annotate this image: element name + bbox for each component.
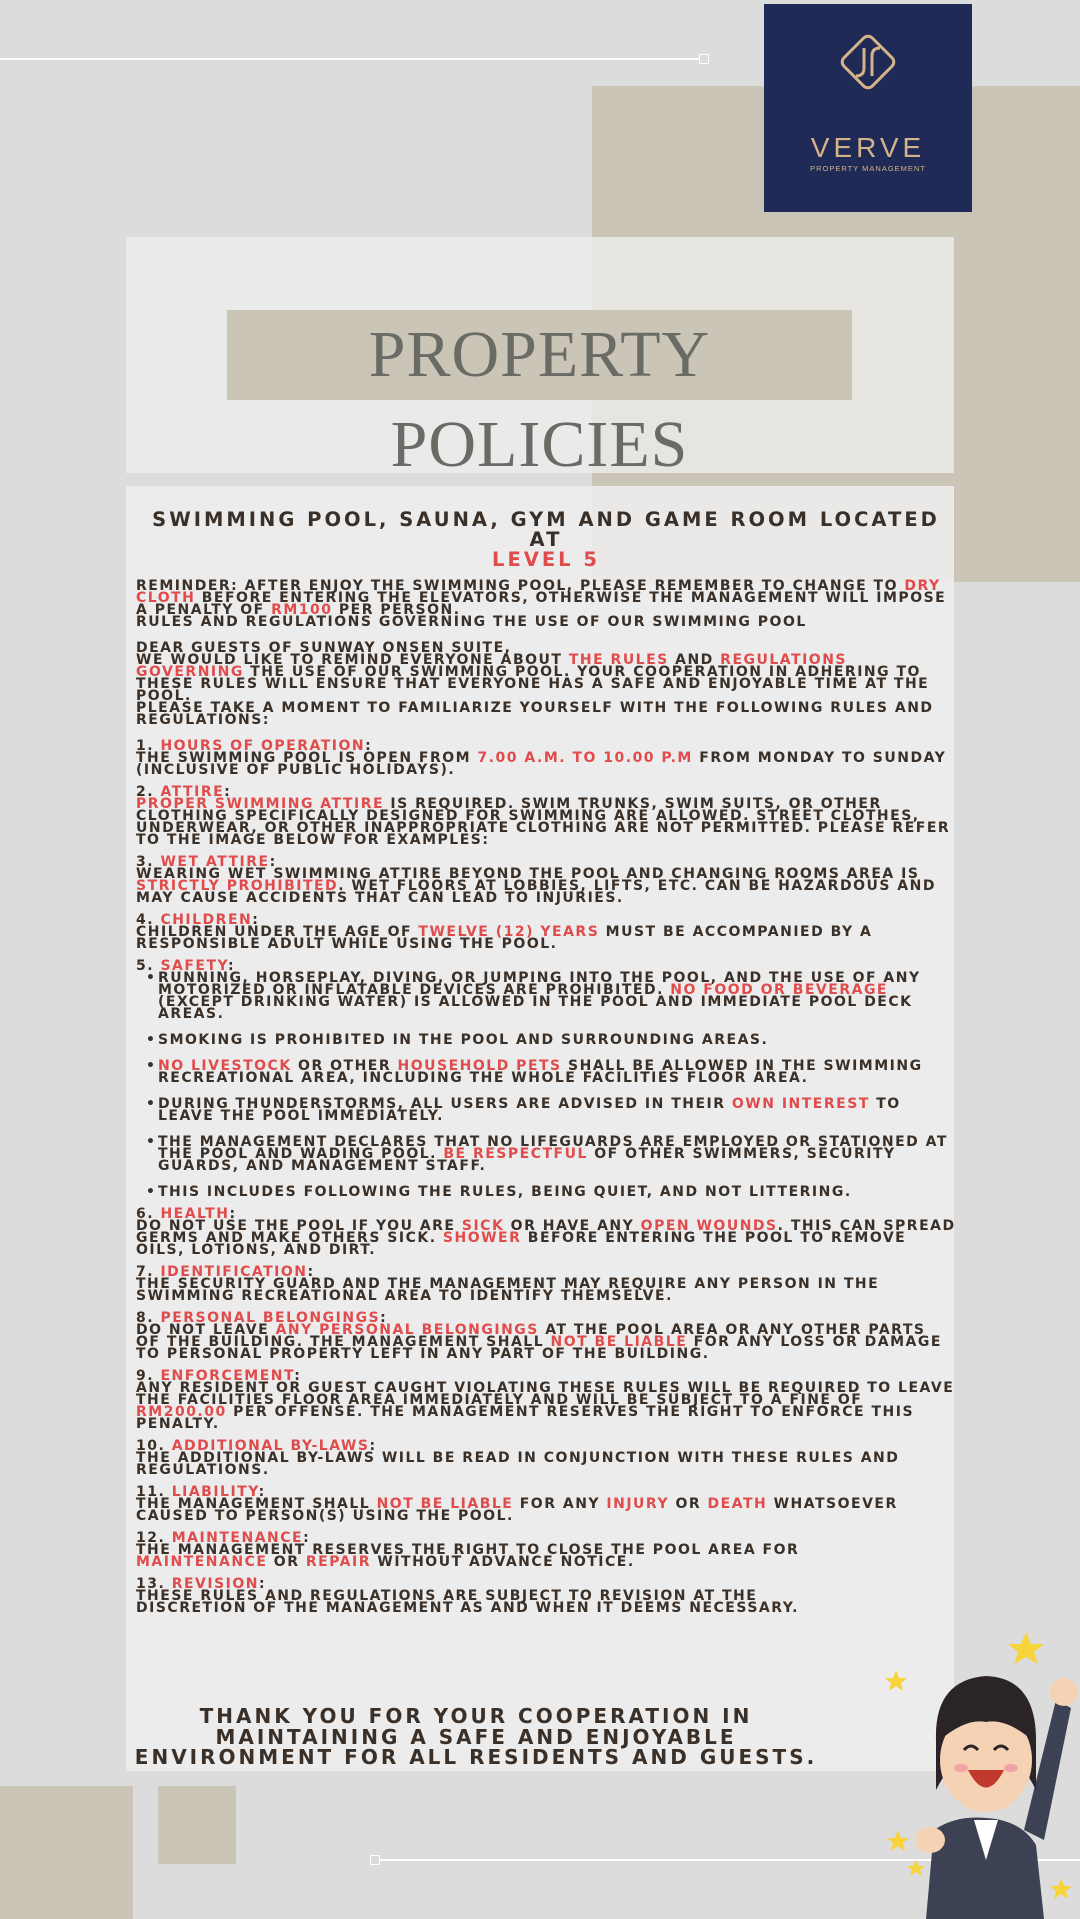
- page-title-box: [227, 310, 852, 481]
- greeting: DEAR GUESTS OF SUNWAY ONSEN SUITE,: [136, 640, 512, 656]
- rule-item: 5. SAFETY: • RUNNING, HORSEPLAY, DIVING, OR JUMPING INTO THE POOL, AND THE USE OF ANY MOTORIZED OR INFLATABLE DEVICES ARE PROHIBITED. NO FOOD OR BEVERAGE (EXCEPT DRINKING WATER) IS ALLOWED IN THE POOL AND IMMEDIATE POOL DECK AREAS. • SMOKING IS PROHIBITED IN THE POOL AND SURROUNDING AREAS. • NO LIVESTOCK OR OTHER HOUSEHOLD PETS SHALL BE ALLOWED IN THE SWIMMING RECREATIONAL AREA, INCLUDING THE WHOLE FACILITIES FLOOR AREA. • DURING THUNDERSTORMS, ALL USERS ARE ADVISED IN THEIR OWN INTEREST TO LEAVE THE POOL IMMEDIATELY. • THE MANAGEMENT DECLARES THAT NO LIFEGUARDS ARE EMPLOYED OR STATIONED AT THE POOL AND WADING POOL. BE RESPECTFUL OF OTHER SWIMMERS, SECURITY GUARDS, AND MANAGEMENT STAFF. • THIS INCLUDES FOLLOWING THE RULES, BEING QUIET, AND NOT LITTERING.: [136, 960, 956, 1198]
- page-title: PROPERTY POLICIES: [368, 318, 711, 481]
- list-item: • DURING THUNDERSTORMS, ALL USERS ARE ADVISED IN THEIR OWN INTEREST TO LEAVE THE POOL IMMEDIATELY.: [146, 1098, 956, 1122]
- rule-item: 9. ENFORCEMENT: ANY RESIDENT OR GUEST CAUGHT VIOLATING THESE RULES WILL BE REQUIRED TO LEAVE THE FACILITIES FLOOR AREA IMMEDIATELY AND WILL BE SUBJECT TO A FINE OF RM200.00 PER OFFENSE. THE MANAGEMENT RESERVES THE RIGHT TO ENFORCE THIS PENALTY.: [136, 1368, 955, 1432]
- reminder-paragraph: REMINDER: AFTER ENJOY THE SWIMMING POOL, PLEASE REMEMBER TO CHANGE TO DRY CLOTH BEFORE ENTERING THE ELEVATORS, OTHERWISE THE MANAGEMENT WILL IMPOSE A PENALTY OF RM100 PER PERSON.: [136, 578, 947, 618]
- rule-item: 7. IDENTIFICATION: THE SECURITY GUARD AND THE MANAGEMENT MAY REQUIRE ANY PERSON IN THE SWIMMING RECREATIONAL AREA TO IDENTIFY THEMSELVE.: [136, 1264, 880, 1304]
- logo-name: VERVE: [810, 132, 926, 163]
- list-item: • NO LIVESTOCK OR OTHER HOUSEHOLD PETS SHALL BE ALLOWED IN THE SWIMMING RECREATIONAL AREA, INCLUDING THE WHOLE FACILITIES FLOOR AREA.: [146, 1060, 956, 1084]
- list-item: • THE MANAGEMENT DECLARES THAT NO LIFEGUARDS ARE EMPLOYED OR STATIONED AT THE POOL AND WADING POOL. BE RESPECTFUL OF OTHER SWIMMERS, SECURITY GUARDS, AND MANAGEMENT STAFF.: [146, 1136, 956, 1172]
- verve-logo: [764, 4, 972, 212]
- rule-item: 11. LIABILITY: THE MANAGEMENT SHALL NOT BE LIABLE FOR ANY INJURY OR DEATH WHATSOEVER CAUSED TO PERSON(S) USING THE POOL.: [136, 1484, 898, 1524]
- list-item: • RUNNING, HORSEPLAY, DIVING, OR JUMPING INTO THE POOL, AND THE USE OF ANY MOTORIZED OR INFLATABLE DEVICES ARE PROHIBITED. NO FOOD OR BEVERAGE (EXCEPT DRINKING WATER) IS ALLOWED IN THE POOL AND IMMEDIATE POOL DECK AREAS.: [146, 972, 956, 1020]
- rule-item: 3. WET ATTIRE: WEARING WET SWIMMING ATTIRE BEYOND THE POOL AND CHANGING ROOMS AREA IS STRICTLY PROHIBITED. WET FLOORS AT LOBBIES, LIFTS, ETC. CAN BE HAZARDOUS AND MAY CAUSE ACCIDENTS THAT CAN LEAD TO INJURIES.: [136, 854, 936, 906]
- rule-item: 12. MAINTENANCE: THE MANAGEMENT RESERVES THE RIGHT TO CLOSE THE POOL AREA FOR MAINTENANCE OR REPAIR WITHOUT ADVANCE NOTICE.: [136, 1530, 838, 1570]
- decor-line-top: [0, 58, 704, 60]
- rule-item: 8. PERSONAL BELONGINGS: DO NOT LEAVE ANY PERSONAL BELONGINGS AT THE POOL AREA OR ANY OTHER PARTS OF THE BUILDING. THE MANAGEMENT SHALL NOT BE LIABLE FOR ANY LOSS OR DAMAGE TO PERSONAL PROPERTY LEFT IN ANY PART OF THE BUILDING.: [136, 1310, 942, 1362]
- policies-panel: [126, 486, 954, 1771]
- cheering-woman-illustration: [886, 1630, 1080, 1919]
- intro-paragraph: WE WOULD LIKE TO REMIND EVERYONE ABOUT THE RULES AND REGULATIONS GOVERNING THE USE OF OUR SWIMMING POOL. YOUR COOPERATION IN ADHERING TO THESE RULES WILL ENSURE THAT EVERYONE HAS A SAFE AND ENJOYABLE TIME AT THE POOL.: [136, 652, 930, 704]
- section-heading: [136, 510, 956, 570]
- beige-corner-block: [0, 1786, 133, 1919]
- intro-closing: PLEASE TAKE A MOMENT TO FAMILIARIZE YOURSELF WITH THE FOLLOWING RULES AND REGULATIONS:: [136, 700, 934, 728]
- thank-you-message: THANK YOU FOR YOUR COOPERATION IN MAINTAINING A SAFE AND ENJOYABLE ENVIRONMENT FOR ALL RESIDENTS AND GUESTS.: [134, 1704, 818, 1769]
- verve-diamond-logo-icon: [834, 28, 902, 96]
- list-item: • THIS INCLUDES FOLLOWING THE RULES, BEING QUIET, AND NOT LITTERING.: [146, 1186, 956, 1198]
- safety-list: [136, 972, 956, 1198]
- beige-small-square: [158, 1786, 236, 1864]
- rules-intro-line: RULES AND REGULATIONS GOVERNING THE USE OF OUR SWIMMING POOL: [136, 614, 807, 630]
- rule-item: 13. REVISION: THESE RULES AND REGULATIONS ARE SUBJECT TO REVISION AT THE DISCRETION OF THE MANAGEMENT AS AND WHEN IT DEEMS NECESSARY.: [136, 1576, 799, 1616]
- rule-item: 6. HEALTH: DO NOT USE THE POOL IF YOU ARE SICK OR HAVE ANY OPEN WOUNDS. THIS CAN SPREAD GERMS AND MAKE OTHERS SICK. SHOWER BEFORE ENTERING THE POOL TO REMOVE OILS, LOTIONS, AND DIRT.: [136, 1206, 956, 1258]
- rule-item: 10. ADDITIONAL BY-LAWS: THE ADDITIONAL BY-LAWS WILL BE READ IN CONJUNCTION WITH THESE RULES AND REGULATIONS.: [136, 1438, 900, 1478]
- logo-subtitle: PROPERTY MANAGEMENT: [810, 164, 926, 173]
- list-item: • SMOKING IS PROHIBITED IN THE POOL AND SURROUNDING AREAS.: [146, 1034, 956, 1046]
- section-heading-text: SWIMMING POOL, SAUNA, GYM AND GAME ROOM LOCATED AT: [152, 508, 940, 551]
- policies-body: [136, 510, 956, 1614]
- rule-item: 4. CHILDREN: CHILDREN UNDER THE AGE OF TWELVE (12) YEARS MUST BE ACCOMPANIED BY A RESPONSIBLE ADULT WHILE USING THE POOL.: [136, 912, 873, 952]
- section-heading-highlight: LEVEL 5: [492, 548, 600, 571]
- decor-line-end-top: [699, 54, 709, 64]
- rule-item: 1. HOURS OF OPERATION: THE SWIMMING POOL IS OPEN FROM 7.00 A.M. TO 10.00 P.M FROM MONDAY TO SUNDAY (INCLUSIVE OF PUBLIC HOLIDAYS).: [136, 738, 947, 778]
- decor-line-end-bottom: [370, 1855, 380, 1865]
- rule-item: 2. ATTIRE: PROPER SWIMMING ATTIRE IS REQUIRED. SWIM TRUNKS, SWIM SUITS, OR OTHER CLOTHING SPECIFICALLY DESIGNED FOR SWIMMING ARE ALLOWED. STREET CLOTHES, UNDERWEAR, OR OTHER INAPPROPRIATE CLOTHING ARE NOT PERMITTED. PLEASE REFER TO THE IMAGE BELOW FOR EXAMPLES:: [136, 784, 951, 848]
